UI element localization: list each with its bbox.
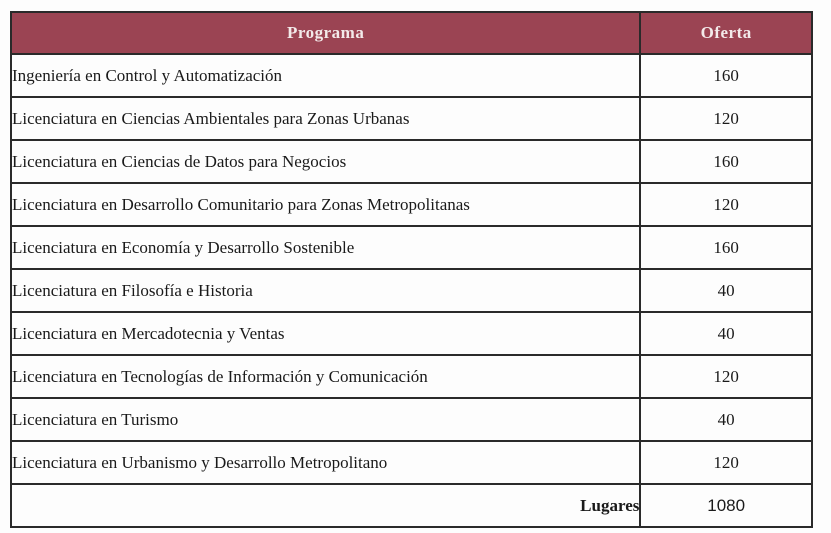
total-value: 1080 [640, 484, 812, 527]
header-programa: Programa [11, 12, 640, 54]
programs-offer-table [10, 11, 813, 528]
program-offer: 160 [640, 54, 812, 97]
total-row [11, 484, 812, 527]
program-name: Licenciatura en Filosofía e Historia [11, 269, 640, 312]
program-name: Licenciatura en Urbanismo y Desarrollo Metropolitano [11, 441, 640, 484]
table-row [11, 54, 812, 97]
total-label: Lugares [11, 484, 640, 527]
program-offer: 160 [640, 226, 812, 269]
program-name: Licenciatura en Economía y Desarrollo Sostenible [11, 226, 640, 269]
program-offer: 120 [640, 97, 812, 140]
program-name: Licenciatura en Ciencias Ambientales para Zonas Urbanas [11, 97, 640, 140]
table-header [11, 12, 812, 54]
table-row [11, 140, 812, 183]
header-row [11, 12, 812, 54]
table-body [11, 54, 812, 527]
program-offer: 120 [640, 441, 812, 484]
program-offer: 120 [640, 183, 812, 226]
program-name: Licenciatura en Desarrollo Comunitario para Zonas Metropolitanas [11, 183, 640, 226]
table-row [11, 355, 812, 398]
program-name: Licenciatura en Mercadotecnia y Ventas [11, 312, 640, 355]
program-name: Licenciatura en Turismo [11, 398, 640, 441]
table-row [11, 183, 812, 226]
table-row [11, 226, 812, 269]
program-offer: 160 [640, 140, 812, 183]
table-row [11, 398, 812, 441]
program-offer: 40 [640, 269, 812, 312]
header-oferta: Oferta [640, 12, 812, 54]
program-name: Licenciatura en Ciencias de Datos para Negocios [11, 140, 640, 183]
table-row [11, 269, 812, 312]
table-row [11, 441, 812, 484]
program-offer: 40 [640, 398, 812, 441]
program-offer: 120 [640, 355, 812, 398]
table-row [11, 312, 812, 355]
program-offer: 40 [640, 312, 812, 355]
table-row [11, 97, 812, 140]
program-name: Ingeniería en Control y Automatización [11, 54, 640, 97]
program-name: Licenciatura en Tecnologías de Información y Comunicación [11, 355, 640, 398]
